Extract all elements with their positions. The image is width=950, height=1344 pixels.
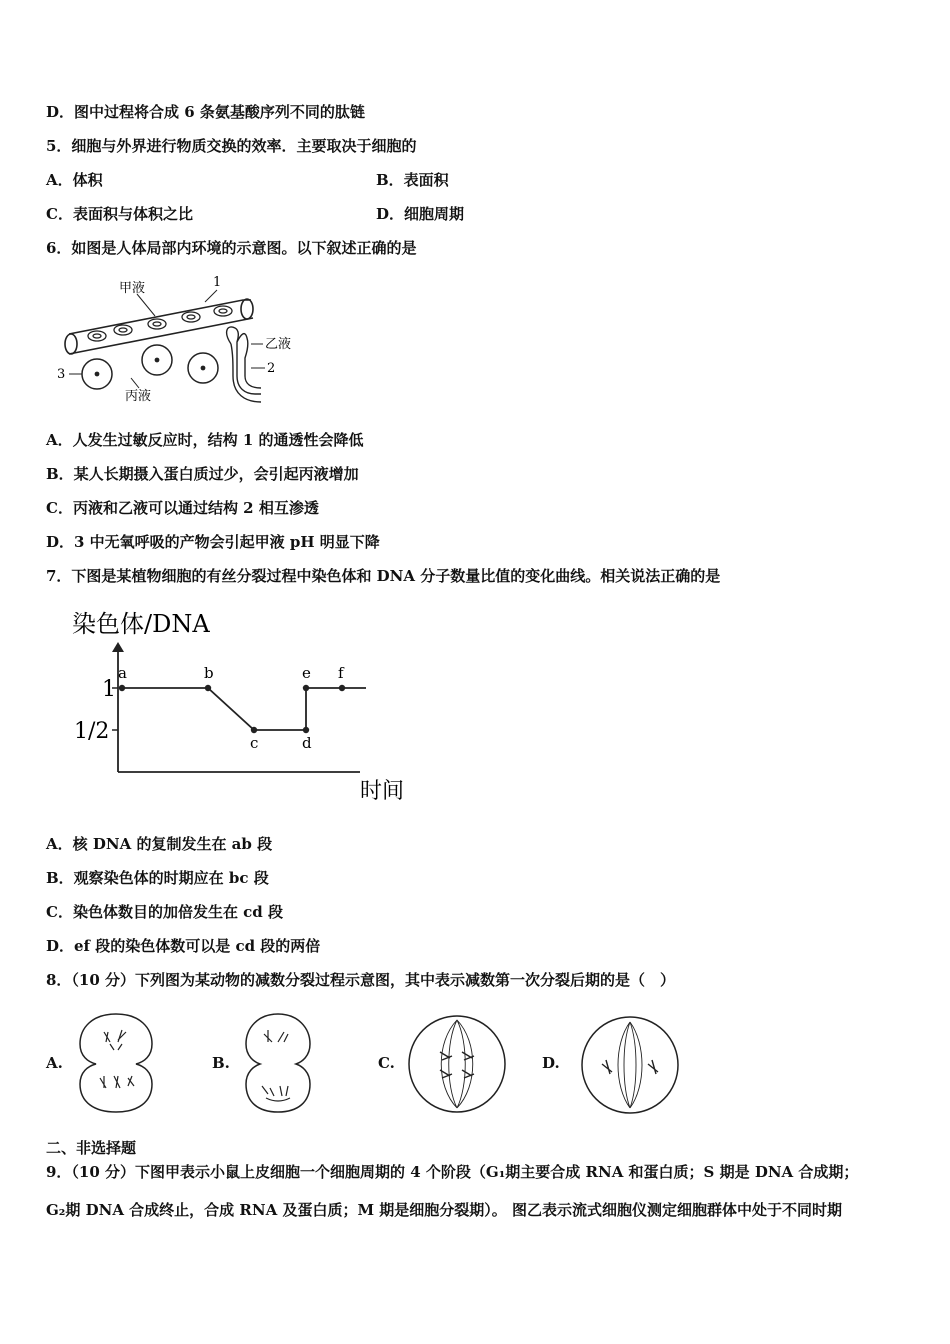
data-point-f [339, 685, 345, 691]
section-title: 二、非选择题 [46, 1139, 137, 1157]
q7-option-c: C．染色体数目的加倍发生在 cd 段 [46, 903, 284, 921]
q8-cell-a [74, 1010, 158, 1116]
q8-stem: 8．（10 分）下列图为某动物的减数分裂过程示意图，其中表示减数第一次分裂后期的是（ ） [46, 971, 676, 989]
q8-label-b: B. [212, 1054, 230, 1072]
cell-nucleus [155, 358, 160, 363]
red-blood-cell [214, 306, 232, 316]
red-blood-cell [182, 312, 200, 322]
y-axis-arrow [112, 642, 124, 652]
cell-nucleus [95, 372, 100, 377]
y-tick-label: 1/2 [74, 719, 110, 744]
q5-option-c: C．表面积与体积之比 [46, 205, 193, 223]
label-yi-liquid: 乙液 [265, 337, 292, 352]
q7-option-d: D．ef 段的染色体数可以是 cd 段的两倍 [46, 937, 321, 955]
x-axis-label: 时间 [360, 779, 405, 804]
label-jia-liquid: 甲液 [119, 281, 146, 296]
q8-label-a: A. [46, 1054, 63, 1072]
series-line [122, 688, 366, 730]
q9-line-1: 9．（10 分）下图甲表示小鼠上皮细胞一个细胞周期的 4 个阶段（G₁期主要合成 RNA 和蛋白质；S 期是 DNA 合成期； [46, 1163, 859, 1181]
label-structure-3: 3 [57, 367, 66, 382]
q8-label-d: D. [542, 1054, 560, 1072]
data-point-d [303, 727, 309, 733]
point-label-b: b [204, 664, 214, 682]
data-point-c [251, 727, 257, 733]
y-tick-label: 1 [102, 677, 116, 702]
q7-option-a: A．核 DNA 的复制发生在 ab 段 [46, 835, 273, 853]
red-blood-cell [148, 319, 166, 329]
q6-option-c: C．丙液和乙液可以通过结构 2 相互渗透 [46, 499, 319, 517]
q7-chart [60, 604, 420, 808]
capillary-end-left [65, 334, 77, 354]
q4-option-d: D．图中过程将合成 6 条氨基酸序列不同的肽链 [46, 103, 365, 121]
point-label-f: f [338, 664, 344, 682]
y-axis-label: 染色体/DNA [72, 610, 210, 638]
label-bing-liquid: 丙液 [125, 389, 152, 404]
point-label-a: a [118, 664, 127, 682]
point-label-e: e [302, 664, 311, 682]
q6-option-d: D．3 中无氧呼吸的产物会引起甲液 pH 明显下降 [46, 533, 380, 551]
q7-stem: 7．下图是某植物细胞的有丝分裂过程中染色体和 DNA 分子数量比值的变化曲线。相关说法正确的是 [46, 567, 721, 585]
data-point-e [303, 685, 309, 691]
q6-option-a: A．人发生过敏反应时，结构 1 的通透性会降低 [46, 431, 364, 449]
q8-cell-c [406, 1012, 508, 1116]
q8-cell-b [240, 1010, 316, 1116]
q8-cell-d [578, 1014, 682, 1116]
q7-option-b: B．观察染色体的时期应在 bc 段 [46, 869, 269, 887]
capillary-end-right [241, 299, 253, 319]
q5-stem: 5．细胞与外界进行物质交换的效率．主要取决于细胞的 [46, 137, 417, 155]
cell-nucleus [201, 366, 206, 371]
point-label-d: d [302, 734, 312, 752]
point-label-c: c [250, 734, 259, 752]
red-blood-cell [114, 325, 132, 335]
q6-stem: 6．如图是人体局部内环境的示意图。以下叙述正确的是 [46, 239, 417, 257]
q5-option-a: A．体积 [46, 171, 103, 189]
q6-figure [55, 272, 315, 407]
red-blood-cell [88, 331, 106, 341]
label-structure-1: 1 [213, 275, 222, 290]
q6-option-b: B．某人长期摄入蛋白质过少，会引起丙液增加 [46, 465, 359, 483]
data-point-b [205, 685, 211, 691]
q9-line-2: G₂期 DNA 合成终止，合成 RNA 及蛋白质；M 期是细胞分裂期）。 图乙表示流式细胞仪测定细胞群体中处于不同时期 [46, 1201, 842, 1219]
q5-option-d: D．细胞周期 [376, 205, 465, 223]
data-point-a [119, 685, 125, 691]
q8-label-c: C. [378, 1054, 395, 1072]
label-structure-2: 2 [267, 361, 276, 376]
lymphatic-vessel [227, 327, 261, 402]
q5-option-b: B．表面积 [376, 171, 449, 189]
